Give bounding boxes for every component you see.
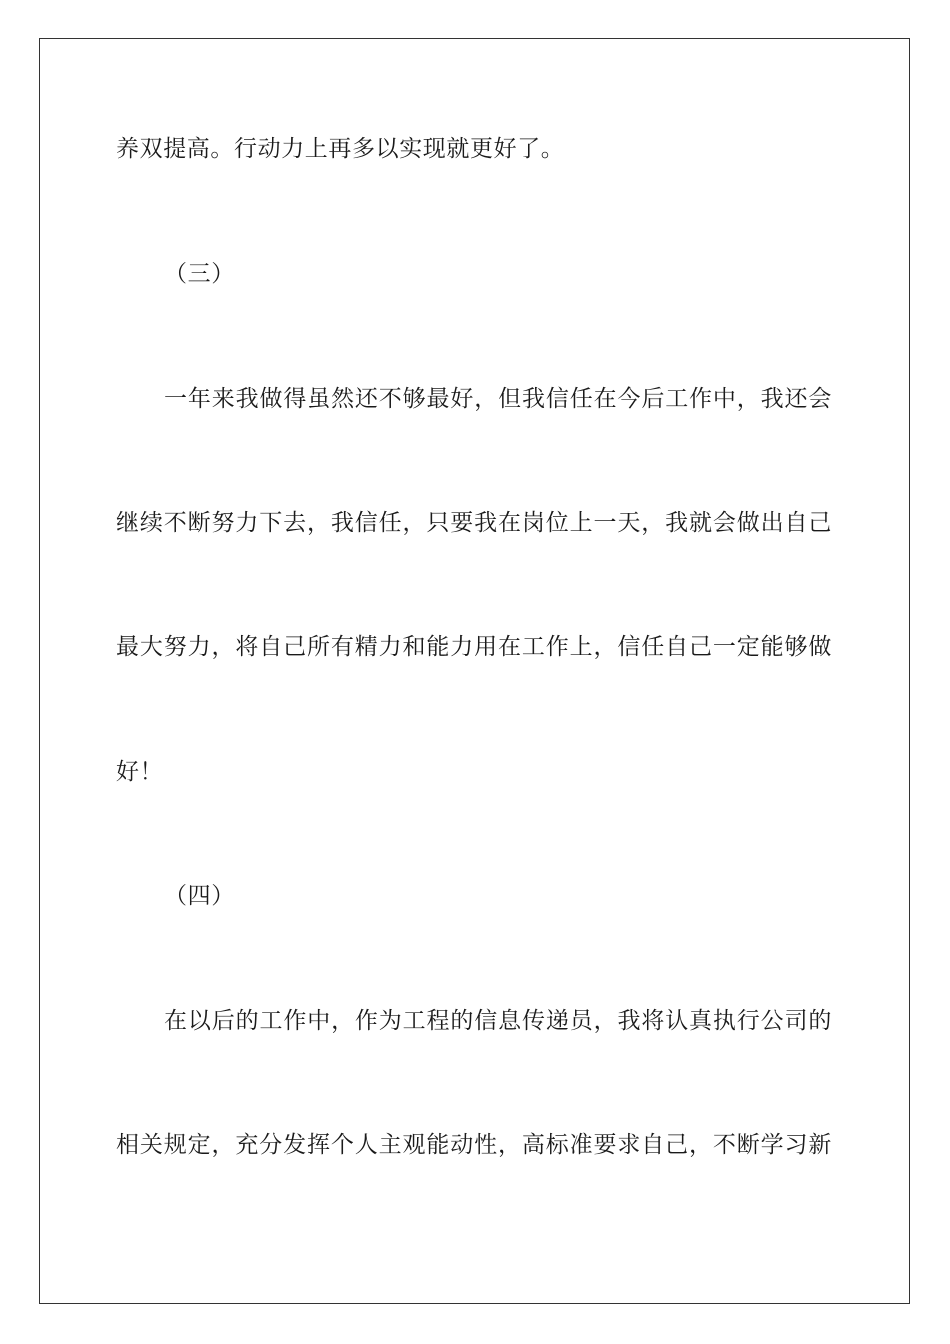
section-heading-4: （四） (164, 883, 235, 909)
text-line-9: 相关规定，充分发挥个人主观能动性，高标准要求自己，不断学习新 (116, 1132, 832, 1158)
text-line-3: 一年来我做得虽然还不够最好，但我信任在今后工作中，我还会 (164, 386, 832, 412)
text-line-5: 最大努力，将自己所有精力和能力用在工作上，信任自己一定能够做 (116, 634, 832, 660)
text-line-1: 养双提高。行动力上再多以实现就更好了。 (116, 136, 565, 162)
text-line-6: 好！ (116, 759, 164, 785)
section-heading-3: （三） (164, 261, 235, 287)
text-line-8: 在以后的工作中，作为工程的信息传递员，我将认真执行公司的 (164, 1008, 832, 1034)
text-line-4: 继续不断努力下去，我信任，只要我在岗位上一天，我就会做出自己 (116, 510, 832, 536)
page-border (39, 38, 910, 1304)
